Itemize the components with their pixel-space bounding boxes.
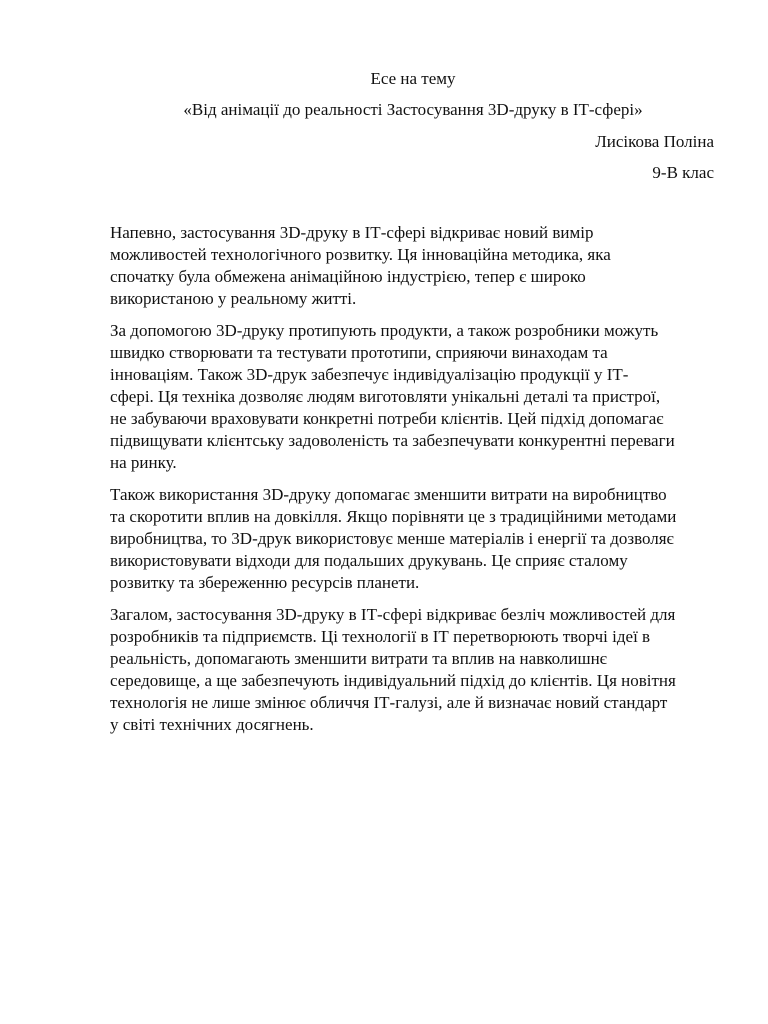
text-line: Напевно, застосування 3D-друку в ІТ-сфері відкриває новий вимір bbox=[110, 223, 594, 242]
text-line: швидко створювати та тестувати прототипи, сприяючи винаходам та bbox=[110, 343, 608, 362]
text-line: Загалом, застосування 3D-друку в ІТ-сфері відкриває безліч можливостей для bbox=[110, 605, 676, 624]
paragraph-3 bbox=[110, 484, 720, 594]
essay-title: «Від анімації до реальності Застосування 3D-друку в ІТ-сфері» bbox=[183, 100, 643, 119]
text-line: спочатку була обмежена анімаційною індустрією, тепер є широко bbox=[110, 267, 586, 286]
paragraph-4 bbox=[110, 604, 720, 736]
paragraph-1 bbox=[110, 222, 720, 310]
essay-kind-heading: Есе на тему bbox=[370, 69, 456, 88]
text-line: середовище, а ще забезпечують індивідуальний підхід до клієнтів. Ця новітня bbox=[110, 671, 676, 690]
text-line: інноваціям. Також 3D-друк забезпечує індивідуалізацію продукції у ІТ- bbox=[110, 365, 629, 384]
text-line: розвитку та збереженню ресурсів планети. bbox=[110, 573, 420, 592]
text-line: За допомогою 3D-друку протипують продукти, а також розробники можуть bbox=[110, 321, 659, 340]
text-line: реальність, допомагають зменшити витрати та вплив на навколишнє bbox=[110, 649, 607, 668]
author-class: 9-В клас bbox=[652, 163, 714, 182]
text-line: на ринку. bbox=[110, 453, 177, 472]
text-line: технологія не лише змінює обличчя ІТ-галузі, але й визначає новий стандарт bbox=[110, 693, 668, 712]
author-name: Лисікова Поліна bbox=[595, 132, 714, 151]
paragraph-2 bbox=[110, 320, 720, 474]
text-line: виробництва, то 3D-друк використовує менше матеріалів і енергії та дозволяє bbox=[110, 529, 674, 548]
text-line: підвищувати клієнтську задоволеність та забезпечувати конкурентні переваги bbox=[110, 431, 675, 450]
text-line: Також використання 3D-друку допомагає зменшити витрати на виробництво bbox=[110, 485, 667, 504]
text-line: використаною у реальному житті. bbox=[110, 289, 357, 308]
text-line: сфері. Ця техніка дозволяє людям виготовляти унікальні деталі та пристрої, bbox=[110, 387, 661, 406]
essay-body bbox=[110, 222, 720, 746]
text-line: та скоротити вплив на довкілля. Якщо порівняти це з традиційними методами bbox=[110, 507, 677, 526]
text-line: використовувати відходи для подальших друкувань. Це сприяє сталому bbox=[110, 551, 628, 570]
text-line: можливостей технологічного розвитку. Ця інноваційна методика, яка bbox=[110, 245, 611, 264]
text-line: розробників та підприємств. Ці технології в ІТ перетворюють творчі ідеї в bbox=[110, 627, 651, 646]
text-line: не забуваючи враховувати конкретні потреби клієнтів. Цей підхід допомагає bbox=[110, 409, 664, 428]
text-line: у світі технічних досягнень. bbox=[110, 715, 314, 734]
